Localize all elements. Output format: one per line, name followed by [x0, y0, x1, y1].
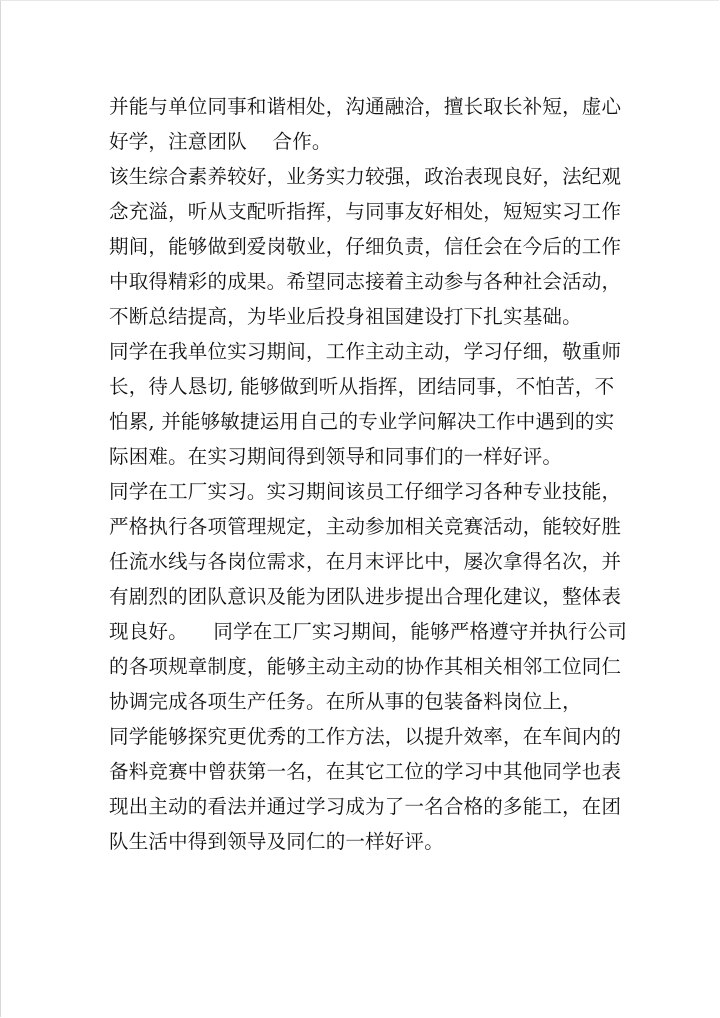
- text-line: 念充溢，听从支配听指挥，与同事友好相处，短短实习工作: [109, 200, 622, 223]
- text-line: 队生活中得到领导及同仁的一样好评。: [109, 830, 444, 853]
- text-line: 有剧烈的团队意识及能为团队进步提出合理化建议，整体表: [109, 585, 622, 608]
- text-line: 际困难。在实习期间得到领导和同事们的一样好评。: [109, 445, 563, 468]
- text-line: 同学在我单位实习期间，工作主动主动，学习仔细，敬重师: [109, 340, 622, 363]
- document-body: [109, 89, 709, 859]
- text-line: 该生综合素养较好，业务实力较强，政治表现良好，法纪观: [109, 165, 622, 188]
- text-line: 怕累, 并能够敏捷运用自己的专业学问解决工作中遇到的实: [109, 410, 615, 433]
- text-line: 任流水线与各岗位需求，在月末评比中，屡次拿得名次，并: [109, 550, 622, 573]
- text-line: 期间，能够做到爱岗敬业，仔细负责，信任会在今后的工作: [109, 235, 622, 258]
- text-line: 同学在工厂实习。实习期间该员工仔细学习各种专业技能，: [109, 480, 622, 503]
- text-line: 长，待人恳切, 能够做到听从指挥，团结同事，不怕苦，不: [109, 375, 615, 398]
- text-line: 备料竞赛中曾获第一名，在其它工位的学习中其他同学也表: [109, 760, 622, 783]
- text-line: 同学能够探究更优秀的工作方法，以提升效率，在车间内的: [109, 725, 622, 748]
- text-line: 好学，注意团队 合作。: [109, 130, 332, 153]
- text-line: 现出主动的看法并通过学习成为了一名合格的多能工，在团: [109, 795, 622, 818]
- text-line: 协调完成各项生产任务。在所从事的包装备料岗位上，: [109, 690, 582, 713]
- text-line: 中取得精彩的成果。希望同志接着主动参与各种社会活动，: [109, 270, 622, 293]
- text-line: 的各项规章制度，能够主动主动的协作其相关相邻工位同仁: [109, 655, 622, 678]
- text-line: 严格执行各项管理规定，主动参加相关竞赛活动，能较好胜: [109, 515, 622, 538]
- text-line: 不断总结提高，为毕业后投身祖国建设打下扎实基础。: [109, 305, 582, 328]
- text-line: 并能与单位同事和谐相处，沟通融洽，擅长取长补短，虚心: [109, 95, 622, 118]
- text-line: 现良好。 同学在工厂实习期间，能够严格遵守并执行公司: [109, 620, 628, 643]
